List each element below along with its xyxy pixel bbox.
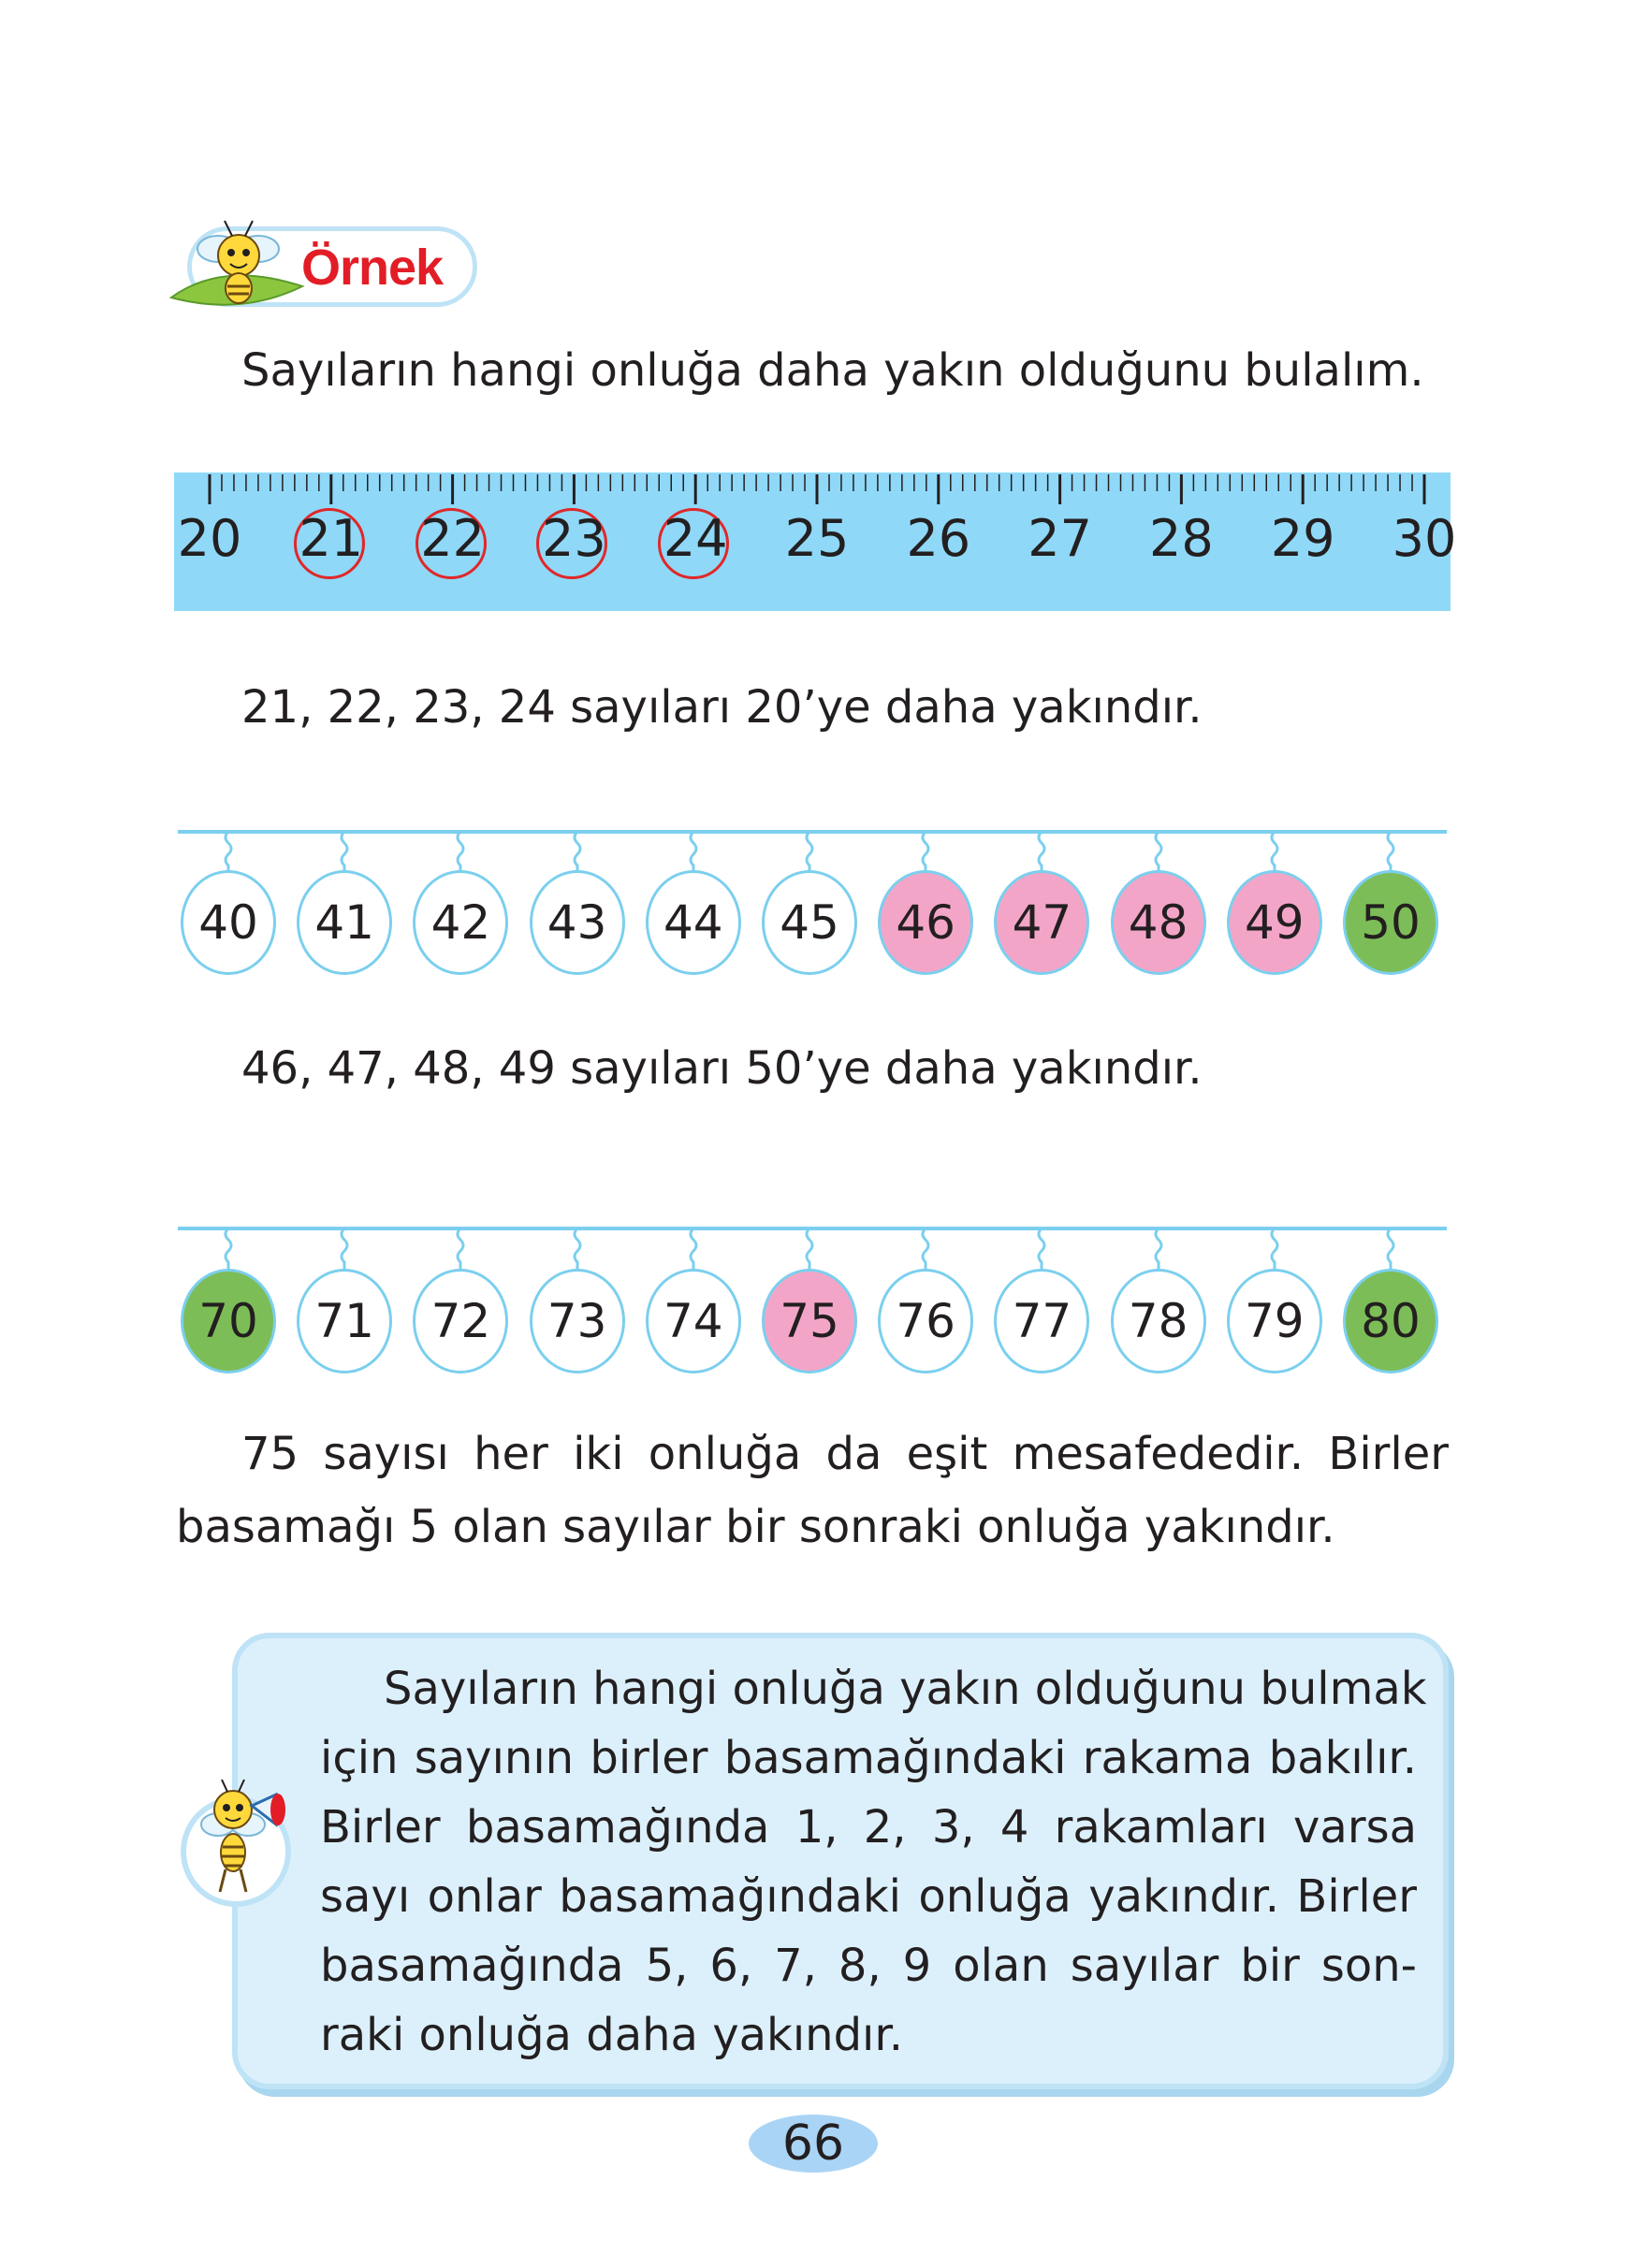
bead-string <box>916 1228 935 1273</box>
ruler-caption: 21, 22, 23, 24 sayıları 20’ye daha yakındır. <box>241 681 1203 734</box>
bead: 45 <box>762 870 857 975</box>
bead: 42 <box>413 870 508 975</box>
info-line: için sayının birler basamağındaki rakama bakılır. <box>320 1732 1417 1784</box>
bead: 47 <box>994 870 1089 975</box>
ruler-label: 20 <box>177 509 242 568</box>
ruler-label: 24 <box>663 509 728 568</box>
ruler-label: 22 <box>420 509 485 568</box>
bead: 71 <box>297 1269 392 1374</box>
bead: 43 <box>530 870 625 975</box>
info-line: basamağında 5, 6, 7, 8, 9 olan sayılar bir son- <box>320 1940 1417 1992</box>
info-line: sayı onlar basamağındaki onluğa yakındır. Birler <box>320 1870 1417 1923</box>
ruler-label: 23 <box>542 509 606 568</box>
bead-string <box>1032 1228 1051 1273</box>
bead-string <box>1149 1228 1168 1273</box>
ruler-label: 28 <box>1149 509 1214 568</box>
bead-string <box>1265 1228 1284 1273</box>
example-label: Örnek <box>301 240 444 296</box>
bead-string <box>684 1228 703 1273</box>
bead: 44 <box>646 870 741 975</box>
number-ruler <box>174 472 1457 611</box>
bead: 76 <box>878 1269 973 1374</box>
bead-string <box>451 1228 470 1273</box>
bead: 73 <box>530 1269 625 1374</box>
ruler-label: 26 <box>906 509 971 568</box>
bead: 41 <box>297 870 392 975</box>
bead: 80 <box>1343 1269 1438 1374</box>
bead: 78 <box>1111 1269 1206 1374</box>
info-line: Birler basamağında 1, 2, 3, 4 rakamları varsa <box>320 1801 1417 1854</box>
row2-caption-line-2: basamağı 5 olan sayılar bir sonraki onluğa yakındır. <box>176 1501 1335 1553</box>
bee-with-megaphone-icon <box>182 1778 304 1909</box>
bead-string <box>219 1228 238 1273</box>
bead: 40 <box>181 870 276 975</box>
ruler-label: 21 <box>299 509 364 568</box>
bead: 70 <box>181 1269 276 1374</box>
ruler-label: 25 <box>784 509 850 568</box>
bead: 50 <box>1343 870 1438 975</box>
bead-string <box>335 1228 354 1273</box>
bead-string <box>1381 1228 1400 1273</box>
info-line: Sayıların hangi onluğa yakın olduğunu bulmak <box>384 1663 1427 1715</box>
bead: 74 <box>646 1269 741 1374</box>
row2-caption-line-1: 75 sayısı her iki onluğa da eşit mesafededir. Birler <box>241 1428 1449 1480</box>
intro-text: Sayıların hangi onluğa daha yakın olduğunu bulalım. <box>241 344 1424 397</box>
page-number: 66 <box>781 2115 845 2172</box>
ruler-ticks <box>174 472 1451 510</box>
bead: 49 <box>1227 870 1322 975</box>
bead: 77 <box>994 1269 1089 1374</box>
bead: 79 <box>1227 1269 1322 1374</box>
bead: 48 <box>1111 870 1206 975</box>
ruler-label: 29 <box>1270 509 1335 568</box>
row1-caption: 46, 47, 48, 49 sayıları 50’ye daha yakındır. <box>241 1042 1203 1095</box>
bead-string <box>800 1228 819 1273</box>
ruler-label: 27 <box>1028 509 1092 568</box>
ruler-label: 30 <box>1392 509 1457 568</box>
info-line: raki onluğa daha yakındır. <box>320 2009 903 2061</box>
bead: 46 <box>878 870 973 975</box>
bee-on-leaf-icon <box>167 213 307 326</box>
bead: 72 <box>413 1269 508 1374</box>
bead: 75 <box>762 1269 857 1374</box>
bead-string <box>568 1228 587 1273</box>
